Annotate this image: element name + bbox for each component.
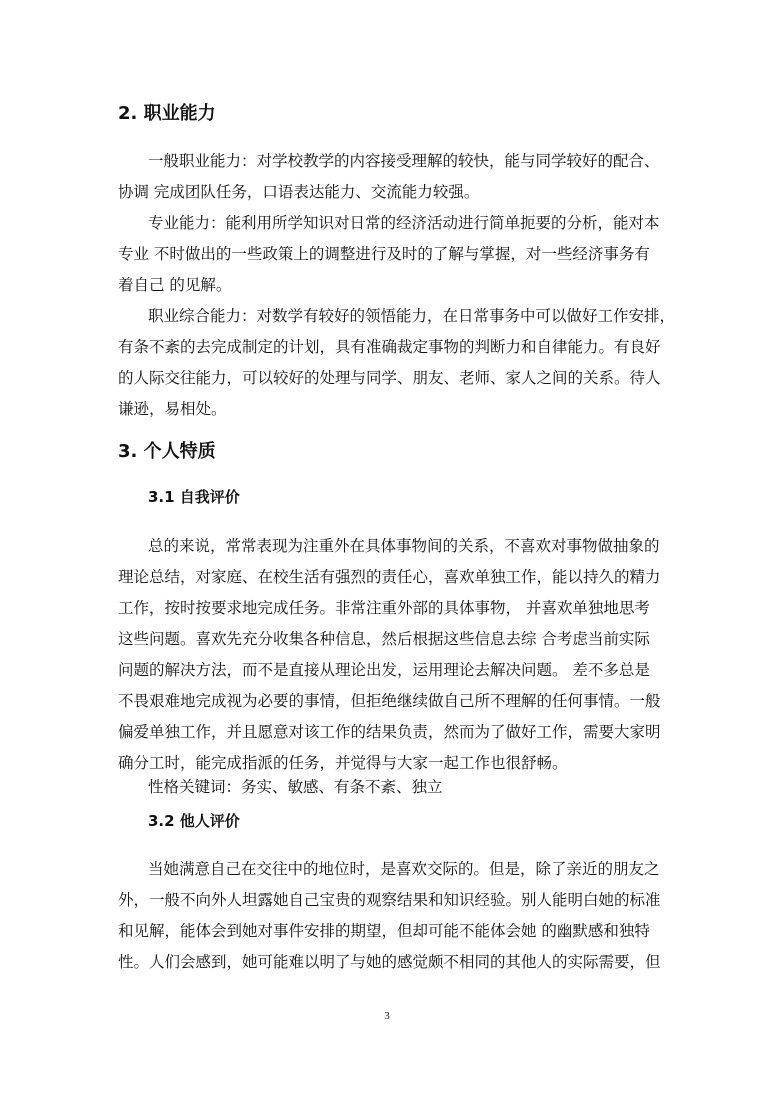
- subsection-heading-others-evaluation: 3.2 他人评价: [148, 812, 240, 830]
- text-line: 工作，按时按要求地完成任务。非常注重外部的具体事物， 并喜欢单独地思考: [118, 599, 650, 617]
- section-heading-personal-traits: 3. 个人特质: [118, 441, 216, 462]
- page-number: 3: [384, 1010, 390, 1022]
- text-line: 专业 不时做出的一些政策上的调整进行及时的了解与掌握，对一些经济事务有: [118, 245, 650, 263]
- text-line: 协调 完成团队任务，口语表达能力、交流能力较强。: [118, 183, 480, 201]
- text-line: 一般职业能力：对学校教学的内容接受理解的较快，能与同学较好的配合、: [148, 152, 660, 170]
- text-line: 确分工时，能完成指派的任务，并觉得与大家一起工作也很舒畅。: [118, 754, 568, 772]
- text-line: 偏爱单独工作，并且愿意对该工作的结果负责，然而为了做好工作，需要大家明: [118, 723, 661, 741]
- paragraph-self-evaluation: [118, 531, 661, 779]
- section-heading-career-ability: 2. 职业能力: [118, 103, 216, 124]
- paragraph-others-evaluation: [118, 854, 661, 978]
- text-line: 问题的解决方法，而不是直接从理论出发，运用理论去解决问题。 差不多总是: [118, 661, 650, 679]
- text-line: 有条不紊的去完成制定的计划，具有准确裁定事物的判断力和自律能力。有良好: [118, 338, 661, 356]
- text-line: 外，一般不向外人坦露她自己宝贵的观察结果和知识经验。别人能明白她的标准: [118, 891, 661, 909]
- text-line: 性。人们会感到，她可能难以明了与她的感觉颇不相同的其他人的实际需要，但: [118, 953, 661, 971]
- paragraph-personality-keywords: [118, 772, 658, 803]
- text-line: 当她满意自己在交往中的地位时，是喜欢交际的。但是，除了亲近的朋友之: [148, 860, 660, 878]
- text-line: 总的来说，常常表现为注重外在具体事物间的关系，不喜欢对事物做抽象的: [148, 537, 660, 555]
- text-line: 谦逊，易相处。: [118, 400, 227, 418]
- text-line: 专业能力：能利用所学知识对日常的经济活动进行简单扼要的分析，能对本: [148, 214, 660, 232]
- text-line: 不畏艰难地完成视为必要的事情，但拒绝继续做自己所不理解的任何事情。一般: [118, 692, 661, 710]
- text-line: 和见解，能体会到她对事件安排的期望，但却可能不能体会她 的幽默感和独特: [118, 922, 650, 940]
- text-line: 着自己 的见解。: [118, 276, 232, 294]
- text-line: 这些问题。喜欢先充分收集各种信息，然后根据这些信息去综 合考虑当前实际: [118, 630, 650, 648]
- paragraph-comprehensive-ability: [118, 301, 676, 425]
- text-line: 职业综合能力：对数学有较好的领悟能力，在日常事务中可以做好工作安排，: [148, 307, 676, 325]
- text-line: 性格关键词：务实、敏感、有条不紊、独立: [148, 778, 443, 796]
- subsection-heading-self-evaluation: 3.1 自我评价: [148, 488, 240, 506]
- text-line: 理论总结，对家庭、在校生活有强烈的责任心，喜欢单独工作，能以持久的精力: [118, 568, 661, 586]
- text-line: 的人际交往能力，可以较好的处理与同学、朋友、老师、家人之间的关系。待人: [118, 369, 661, 387]
- paragraph-professional-ability: [118, 208, 658, 301]
- paragraph-general-ability: [118, 146, 658, 208]
